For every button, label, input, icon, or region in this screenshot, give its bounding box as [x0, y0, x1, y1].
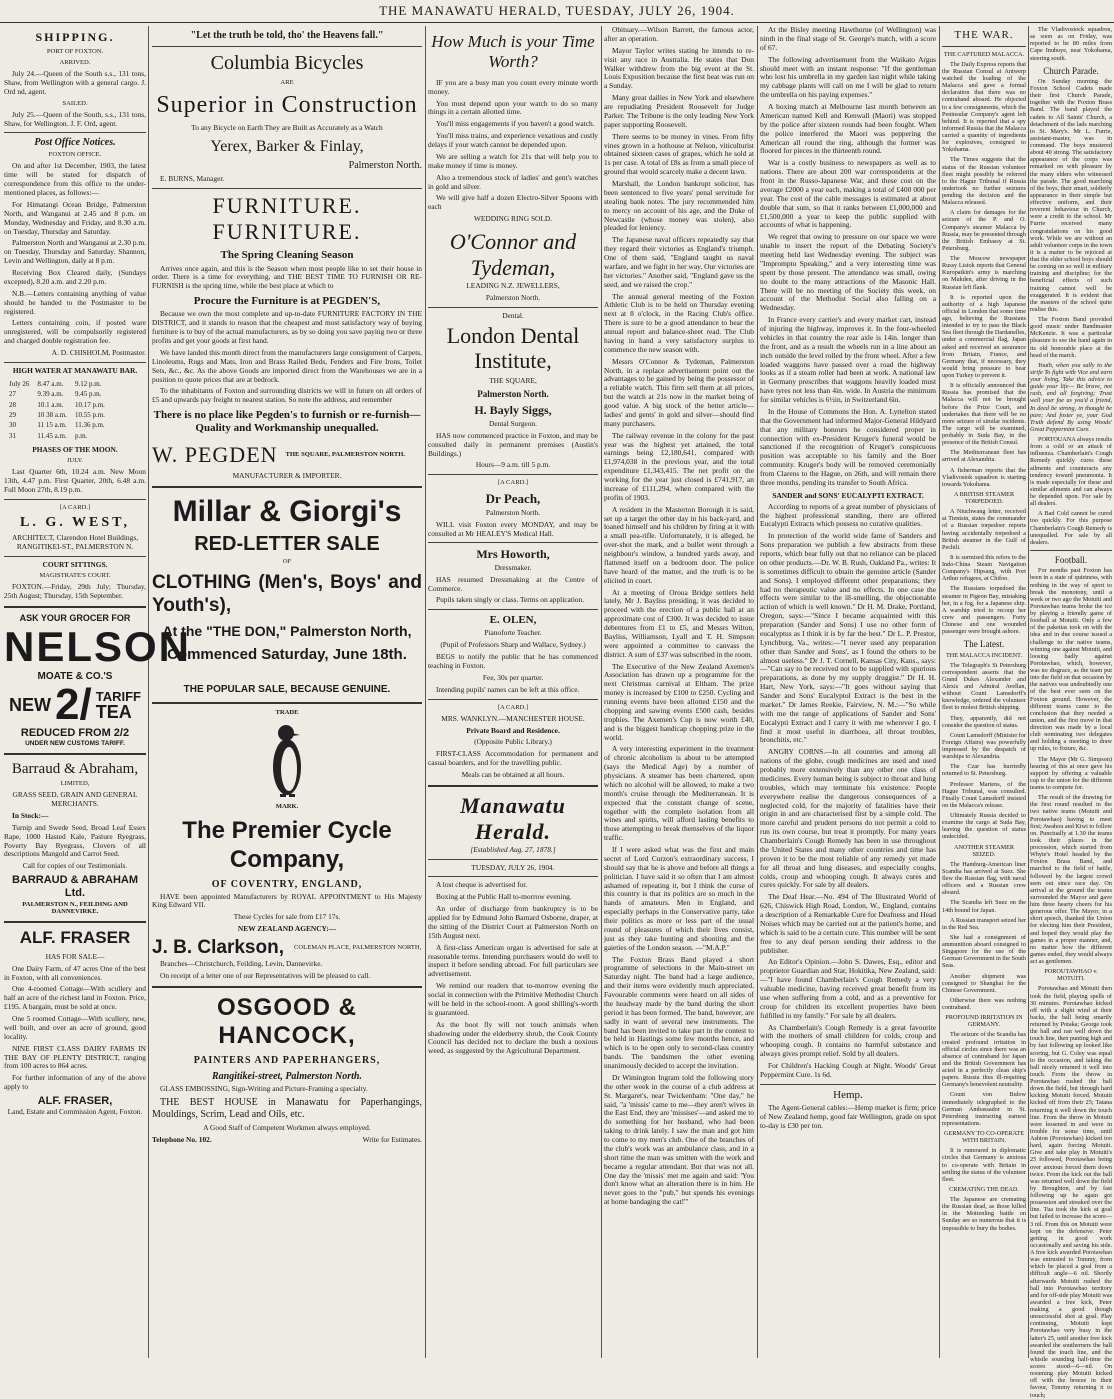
yerex-manager: E. BURNS, Manager. — [160, 173, 225, 183]
local-item: We remind our readers that to-morrow evening the social in connection with the Primitive Methodist Church will be held in the school-room. A good shilling's-worth is guaranteed. — [428, 981, 598, 1017]
card-label: [A CARD.] — [497, 703, 529, 711]
shipping-entry: July 24.—Queen of the South s.s., 131 tons, Shaw, from Wellington with a general cargo. J. Ord nd, agent. — [4, 69, 146, 96]
news-item: Many great dailies in New York and elsewhere are repudiating President Roosevelt for Judge Parker. The Tribune is the only leading New York paper supporting Roosevelt. — [604, 93, 754, 129]
british-steamer-heading: A BRITISH STEAMER TORPEDOED. — [953, 490, 1015, 506]
cooperate-heading: GERMANY TO CO-OPERATE WITH BRITAIN. — [944, 1130, 1024, 1145]
shipping-heading: SHIPPING. — [35, 30, 115, 44]
herald-nameplate: Manawatu Herald. — [460, 792, 566, 845]
news-item: Mayor Taylor writes stating he intends to re-visit any race in Australia. He states that Don Walker withdrew from the big event at the St. Louis Exposition because the first heat was run on a Sunday. — [604, 45, 754, 91]
fraser-listing: One 5 roomed Cottage—With scullery, new, well built, and over an acre of ground, good locality. — [4, 1014, 146, 1041]
time-text: Also a tremendous stock of ladies' and gent's watches in gold and silver. — [428, 172, 598, 191]
football-text: Porotawhao and Motuiti then took the field, playing spells of 30 minutes. Porotawhao kicked off with a slight wind at their backs, the ball being smartly returned by Potaka; George took the ball and ran well down the touch line, then punting high and by fast following up looked like scoring, but G. Coley was equal to the occasion, and taking the ball nicely returned it well into touch. From the throw in Porotawhao rushed the ball down the field, but through hard kicking Motuiti forced. Motuiti kicked off from their 25; Tatana returning it well down the touch line. From the throw in Motuiti were lessened in and were in trouble for some time, until Ashton (Porotawhao) kicked too hard, again forcing Motuiti. Give and take play in Motuiti's 25 followed, Porotawhao being over anxious forced them down twice. From the kick out the ball was returned well down the field by Broughton, and by fast following up he again got possession and streaked over the line. Tua took the kick at goal but failed to increase the score—3 nil. From this on Motuiti were kept on the defensive. Peter getting in good work occasionally and saving his side. A free kick awarded Porotawhao was entrusted to Tommy, from which he placed a goal from a difficult angle—6 nil. Shortly afterwards Motuiti rushed the ball into Porotawhao territory and for off-side play Motuiti was awarded a free kick, Peter making a good though unsuccessful shot at goal. Play continuing, Motuiti kept Porotawhao very busy in the latter's 25, until another free kick awarded the southerners the ball found the touch line, and the whistle sounding half-time the scores stood—6—nil. On resuming play Motuiti kicked off with the breeze in their favour, Tommy returning it to touch; — [1030, 985, 1112, 1399]
advert-text: PORTOUANA always results from a cold or an attack of influenza. Chamberlain's Cough Remedy quickly cures these ailments and counteracts any tendency toward pneumonia. It is made especially for these and similar ailments and can always be depended upon. For sale by all dealers. — [1030, 436, 1112, 508]
red-letter-sale: RED-LETTER SALE — [194, 532, 380, 555]
divider — [942, 46, 1026, 47]
painters-line: PAINTERS AND PAPERHANGERS, — [193, 1055, 381, 1067]
furniture-heading: FURNITURE. FURNITURE. — [212, 192, 362, 245]
procure-text: We have landed this month direct from the manufacturers large consignment of Carpets, Linoleums, Rugs and Mats, Iron and Brass Railed Beds, Fenders and Fire Irons, Toilet Sets, &c., &c. As the above Goods are imported direct from the Warehouses we are in a position to quote prices that are at bedrock. — [152, 347, 422, 384]
tide-table — [4, 378, 110, 442]
war-item: It is surmised this refers to the Indo-China Steam Navigation Company's Hipsang, with Port Arthur refugees, at Chifoo. — [942, 553, 1026, 583]
pegden-role: MANUFACTURER & IMPORTER. — [232, 470, 342, 480]
estimates-label: Write for Estimates. — [362, 1134, 422, 1144]
news-item: As Chamberlain's Cough Remedy is a great favourite with the mothers of small children for colds, croup and whooping cough. It contains no harmful substance and always gives prompt relief. Sold by all dealers. — [760, 1022, 936, 1059]
fraser-heading: ALF. FRASER — [19, 928, 131, 948]
war-item: Otherwise there was nothing contraband. — [942, 996, 1026, 1012]
incident-heading: THE MALACCA INCIDENT. — [945, 651, 1023, 659]
local-item: Boxing at the Public Hall to-morrow evening. — [436, 892, 572, 902]
war-item: Ultimately Russia decided to examine the cargo at Suda Bay, leaving the question of status undecided. — [942, 812, 1026, 841]
best-house-text: THE BEST HOUSE in Manawatu for Paperhangings, Mouldings, Scrim, Lead and Oils, etc. — [152, 1097, 422, 1121]
postmaster-signature: A. D. CHISHOLM, Postmaster. — [51, 348, 146, 358]
port-heading: PORT OF FOXTON. — [46, 48, 104, 56]
stock-items: Turnip and Swede Seed, Broad Leaf Essex Rape, 1000 Hasted Kale, Pasture Ryegrass, Poverty Bay Ryegrass, Clovers of all descriptions Mangold and Carrot Seed. — [4, 822, 146, 859]
tide-row — [6, 390, 108, 398]
column-general-news — [760, 26, 936, 1358]
tide-cell: 8.47 a.m. — [37, 379, 64, 388]
local-item: As the boot fly will not touch animals when shadowing under the elderberry shrub, the Cook County Council has decided not to declare the bush a noxious weed, as suggested by the Agricultural Department. — [428, 1019, 598, 1056]
columbia-true: To any Bicycle on Earth They are Built as Accurately as a Watch — [191, 122, 383, 132]
column-rule — [939, 26, 940, 1358]
glass-text: GLASS EMBOSSING, Sign-Writing and Picture-Framing a specialty. — [160, 1084, 368, 1094]
church-text: On Sunday morning the Foxton School Cadets made their first Church Parade, together with the Foxton Brass Band. The band played the cadets to All Saints' Church, a detachment of the lads marching to St. Mary's. Mr L. Furrie, assistant-master, was in command. The boys mustered about 40 strong. The satisfactory appearance of the corps was remarked on with pleasure by the many elders who witnessed the parade. The good marching of the boys, their smart, soldierly appearance in their simple but effective uniform, and their reverent behaviour in Church, were a credit to the school. Mr Furrie received many congratulations on his good work. While we are without an adult volunteer corps in the town it is a matter to be rejoiced at that the elder school boys should be coming on so well in military training and discipline; for the beneficial effects of such training cannot well be exaggerated. It is evident that the masters of the school quite realise this. — [1030, 77, 1112, 313]
divider — [4, 921, 146, 923]
news-item: In France every carrier's and every market cart, instead of injuring the highway, improves it. In the four-wheeled vehicles in that country the rear axle is 14in. longer than the front, and as a result the wheels run in a line about an inch outside the level rolled by the front wheel. After a few loaded waggons have passed over a road the highway looks as if a steam roller had been at work. A national law in Germany prescribes that waggons heavily loaded must have tyres not less than 4in. wide. In Austria the minimum for similar vehicles is 6½in, in Switzerland 6in. — [760, 315, 936, 404]
column-ads-large — [152, 26, 422, 1358]
column-professional — [428, 26, 598, 1358]
war-item: They, apparently, did not consider the question of status. — [942, 714, 1026, 729]
peach-name: Dr Peach, — [485, 491, 541, 507]
divider — [4, 132, 146, 133]
rangitikei-line: Rangitikei-street, Palmerston North. — [211, 1071, 362, 1083]
arrived-heading: ARRIVED. — [59, 59, 91, 67]
fraser-listing: NINE FIRST CLASS DAIRY FARMS IN THE BAY OF PLENTY DISTRICT, ranging from 100 acres to 864 acres. — [4, 1043, 146, 1071]
osgood-heading: OSGOOD & HANCOCK, — [216, 993, 357, 1050]
clarkson-row — [152, 937, 422, 960]
post-office-subheading: FOXTON OFFICE. — [48, 151, 102, 159]
west-address: ARCHITECT, Clarendon Hotel Buildings, RANGITIKEI-ST., PALMERSTON N. — [11, 533, 139, 552]
local-item: A first-class American organ is advertised for sale at reasonable terms. Intending purchasers would do well to inspect it before sending abroad. For full particulars see advertisement. — [428, 942, 598, 979]
divider — [152, 188, 422, 189]
divider — [152, 486, 422, 488]
news-item: The Agent-General cables:—Hemp market is firm; price of New Zealand hemp, good fair Wellington, grade on spot to-day is £30 per ton. — [760, 1102, 936, 1130]
sale-of: OF — [282, 557, 292, 565]
divider — [428, 785, 598, 787]
motto: "Let the truth be told, tho' the Heavens fall." — [190, 30, 384, 41]
osgood-footer — [152, 1136, 422, 1145]
wanklyn-text: FIRST-CLASS Accommodation for permanent and casual boarders, and for the travelling public. — [428, 749, 598, 768]
war-item: The Moscow newspaper Russy Listok reports that General Kuropatkin's army is marching on Mukden, after driving in the Russian left flank. — [942, 255, 1026, 291]
football-heading: Football. — [1054, 554, 1088, 565]
popular-line: THE POPULAR SALE, BECAUSE GENUINE. — [183, 684, 391, 696]
time-text: IF you are a busy man you count every minute worth money. — [428, 77, 598, 96]
tide-row — [6, 411, 108, 419]
telephone-label: Telephone No. 102. — [152, 1134, 212, 1144]
sanders-heading: SANDER and SONS' EUCALYPTI EXTRACT. — [772, 490, 924, 500]
olen-fee: Fee, 30s per quarter. — [482, 672, 544, 682]
war-item: The Daily Express reports that the Russian Consul at Antwerp watched the loading of the Malacca and gave a formal declaration that there was no contraband aboard. He objected to a few consignments, which the Peninsular Company's agent left behind. It is reported that a spy informed Russia that the Malacca carried a quantity of ingredients for explosives, consigned to Yokohama. — [942, 60, 1026, 154]
news-item: There seems to be money in vines. From fifty vines grown in a hothouse at Nelson, viticulturist obtained sixteen cases of grapes, which he sold at 1s per case. A total of £8s as from a small piece of ground that would scarcely make a decent lawn. — [604, 131, 754, 177]
news-item: At the Bisley meeting Hawthorne (of Wellington) was ninth in the final stage of St. George's match, with a score of 67. — [760, 25, 936, 52]
news-item: The Vladivostock squadron, as soon as on Friday, was reported to be 80 miles from Cape Inubuye, near Yokohama, steering south. — [1030, 26, 1112, 62]
time-text: You must depend upon your watch to do so many things in a certain allotted time. — [428, 98, 598, 117]
hemp-heading: Hemp. — [833, 1088, 863, 1101]
barraud-places: PALMERSTON N., FEILDING AND DANNEVIRKE. — [22, 900, 128, 916]
grocer-tagline: ASK YOUR GROCER FOR — [19, 612, 131, 623]
news-item: The Japanese naval officers repeatedly say that they regard their victories as England's triumph. One of them said, "England taught us naval warfare, and we fight in her way. Our victories are her victories." Another said, "England gave us the seed, and we raised the crop." — [604, 235, 754, 289]
mark-label: MARK. — [275, 803, 299, 811]
tea-customs: UNDER NEW CUSTOMS TARIFF. — [25, 740, 125, 748]
column-rule — [148, 26, 149, 1358]
millar-heading: Millar & Giorgi's — [172, 494, 402, 528]
staff-text: A Good Staff of Competent Workmen always employed. — [203, 1123, 371, 1133]
news-item: In protection of the world wide fame of Sanders and Sons preparation we publish a few abstracts from these reports, which bear fully out that no reliance can be placed on other products.—Dr. W. B. Rush, Oakland Pa., writes: It is sometimes difficult to obtain the genuine article (Sander and Sons). I employed different other preparations; they had no therapeutic value and no effects. In one case the effects were similar to the ill-smelling, the objectionable action of which is well known." Dr H. M. Drake, Portland, Oregon, says:—"Since I became acquainted with this preparation (Sander and Sons) I use no other form of eucalyptus as I think it is by far the best." Dr L. P. Prestor, Lynchburg, Va., writes:—"I never used any preparation other than Sander and Sons', as I found the others to be almost useless." Dr J. T. Cornell, Kansas City, Kans., says:—"Can say to be received not to be supplied with spurious preparations, as done by my supply druggist." Dr H. H. Hart, New York, says:—"It goes without saying that Sander and Sons' Eucalyptol Extract is the best in the market." Dr James Reekie, Fairview, N. M.:—"So while with me the range of applications of Sander and Sons' Eucalypti Extract and I carry it with me wherever I go. I find it most useful in diarrhoea, all throat troubles, bronchitis, etc." — [760, 531, 936, 745]
clarkson-address: COLEMAN PLACE, PALMERSTON NORTH, — [294, 944, 422, 952]
war-item: A Niuchwang letter, received at Tientsin, states the commander of a Russian torpedoer reports having accidentally torpedoed a British steamer in the Gulf of Pechili. — [942, 508, 1026, 551]
divider — [428, 307, 598, 308]
news-item: The Foxton Brass Band played a short programme of selections in the Main-street on Saturday night. The band had a large audience, and their items were evidently much appreciated. Favourable comments were heard on all sides of the headway made by the band during the short period it has been formed. The band, however, are sadly in want of several new instruments. The band has been invited to take part in the contest to be held in Hastings some few months hence, and which is to be open only to second-class country bands. The bandsmen the other evening unanimously decided to accept the invitation. — [604, 954, 754, 1070]
news-item: The railway revenue in the colony for the past year was the highest yet attained, the total earnings being £2,180,641, compared with £1,974,038 in the previous year, and the total expenditure £1,343,415. The net profit on the working for the year just closed is £741,917, an increase of £111,294, when compared with the profits of 1903. — [604, 430, 754, 502]
post-office-text: Palmerston North and Wanganui at 2.30 p.m. on Tuesday, Thursday and Saturday. Shannon, Levin and Wellington, daily at 8 p.m. — [4, 238, 146, 266]
olen-sub: (Pupil of Professors Sharp and Wallace, Sydney.) — [440, 640, 586, 650]
war-item: The Hamburg-American liner Scandia has arrived at Suez. She flew the Russian flag, with naval officers and a Russian crew aboard. — [942, 860, 1026, 897]
howorth-name: Mrs Howorth, — [476, 547, 550, 562]
war-item: She had a consignment of ammunition aboard consigned to Singapore for the use of the German Government in the South Seas. — [942, 933, 1026, 970]
howorth-text: HAS resumed Dressmaking at the Centre of Commerce. — [428, 574, 598, 593]
war-item: The Mediterranean fleet has arrived at Alexandria. — [942, 449, 1026, 464]
fraser-agent: Land, Estate and Commission Agent, Foxton. — [7, 1107, 143, 1117]
tide-cell: 9.12 p.m. — [74, 379, 102, 388]
premier-heading: The Premier Cycle Company, — [182, 816, 392, 873]
fraser-listing: One Dairy Farm, of 47 acres One of the best in Foxton, with all conveniences. — [4, 963, 146, 982]
column-local-news — [604, 26, 754, 1358]
nz-agency: NEW ZEALAND AGENCY:— — [237, 924, 337, 934]
divider — [1030, 550, 1112, 551]
news-item: Marshall, the London bankrupt solicitor, has been sentenced to five years' penal servitude for stealing bank notes. The jury recommended him to mercy on account of his age, and the Duke of Newcastle (whose money was stolen), also pleaded for leniency. — [604, 179, 754, 233]
clarkson-receipt: On receipt of a letter one of our Representatives will be pleased to call. — [160, 970, 371, 980]
tide-row — [6, 432, 108, 440]
tide-cell: 31 — [9, 431, 16, 440]
column-rule — [1028, 26, 1029, 1358]
stock-heading: In Stock:— — [12, 810, 49, 820]
divider — [4, 606, 146, 608]
column-rule — [425, 26, 426, 1358]
war-item: The Japanese are cremating the Russian dead, as those killed in the Motienling battle on Sunday are so numerous that it is impossible to bury the bodies. — [942, 1196, 1026, 1232]
match-heading: POROUTAWHAO v. MOTUITI. — [1044, 968, 1098, 983]
war-item: The Scandia left Suez on the 14th bound for Japan. — [942, 899, 1026, 914]
columbia-are: ARE — [280, 79, 294, 86]
column-rule — [757, 26, 758, 1358]
news-item: In the House of Commons the Hon. A. Lyttelton stated that the Government had informed Major-General Hildyard that any military honours he considered proper in connection with ex-President Kruger's funeral would be sanctioned if the recognition of Kruger's conspicuous position was acceptable to his family and the Boer community. Kruger's body will be removed ceremonially from Clarens to the Hague, on 26th, and will remain there three months, pending its transfer to South Africa. — [760, 406, 936, 487]
war-item: Count von Bulow immediately telegraphed to the German Ambassador in St. Petersburg instructing earnest representations. — [942, 1091, 1026, 1127]
advert-text: A Bad Cold cannot be cured too quickly. For this purpose Chamberlain's Cough Remedy is unequalled. For sale by all dealers. — [1030, 510, 1112, 546]
war-item: The Russians torpedoed the steamer in Pigeon Bay, mistaking her, in a fog, for a Japanese ship. A warship tried to recoup her crew and passengers. Forty Chinese and one wounded passenger were brought ashore. — [942, 585, 1026, 636]
jewellers-line: LEADING N.Z. JEWELLERS, — [466, 280, 560, 290]
procure-text: To the inhabitants of Foxton and surrounding districts we will in future on all orders of £5 and upwards pay freight to nearest station. So note the address, and remember — [152, 386, 422, 405]
moon-month: JULY. — [66, 456, 84, 464]
procure-heading: Procure the Furniture is at PEGDEN'S, — [193, 295, 381, 308]
war-item: The seizure of the Scandia has created profound irritation in official circles since there was an absence of contraband for Japan and the British Government has acted in a perfectly clean ship's papers. Russia thus ill-requiting Germany's benevolent neutrality. — [942, 1031, 1026, 1089]
moon-heading: PHASES OF THE MOON. — [32, 445, 118, 455]
war-item: Another shipment was consigned to Shanghai for the Chinese Government. — [942, 972, 1026, 994]
fraser-sale: HAS FOR SALE— — [45, 951, 105, 961]
spring-heading: The Spring Cleaning Season — [220, 249, 354, 262]
tide-row — [6, 421, 108, 429]
tide-cell: 30 — [9, 421, 16, 430]
barraud-company: BARRAUD & ABRAHAM Ltd. — [11, 874, 139, 900]
olen-text: BEGS to notify the public that he has commenced teaching in Foxton. — [428, 652, 598, 671]
captured-heading: THE CAPTURED MALACCA. — [943, 50, 1025, 58]
superior-heading: Superior in Construction — [156, 91, 418, 118]
opposite-library: (Opposite Public Library.) — [474, 737, 552, 747]
jewellers-place: Palmerston North. — [485, 292, 541, 302]
news-item: A very interesting experiment in the treatment of chronic alcoholism is about to be attempted (says the Medical Age) by a number of physicians. A steamer has been chartered, upon which no alcohol will be allowed, to make a two month's cruise through the Mediterranean. It is expected that the constant change of scene, together with the complete isolation from all wines and spirits, will afford lasting benefits to those attempting to break themselves of the liquor traffic. — [604, 744, 754, 843]
divider — [428, 609, 598, 610]
column-rule — [601, 26, 602, 1358]
post-office-text: N.B.—Letters containing anything of value should be handed to the Postmaster to be registered. — [4, 288, 146, 316]
tide-cell: 11.45 a.m. — [37, 431, 67, 440]
news-item: At a meeting of Oroua Bridge settlers held lately, Mr J. Bayliss presiding, it was decided to proceed with the erection of a public hall at an approximate cost of £300. It was decided to issue debentures from £1 to £5, and Messrs Wilton, Bayliss, Williamson, Lyall and T. H. Simpson were appointed a committee to canvass the district. A sum of £37 was subscribed in the room. — [604, 587, 754, 659]
no-place-slogan: There is no place like Pegden's to furnish or re-furnish—Quality and Workmanship unequalled. — [153, 409, 421, 435]
moon-phases: Last Quarter 6th, 10.24 a.m. New Moon 13th, 4.47 p.m. First Quarter, 20th, 6.48 a.m. Full Moon 27th, 8.19 p.m. — [4, 466, 146, 494]
tea-new: NEW — [9, 695, 52, 716]
fraser-further: For further information of any of the above apply to — [4, 1073, 146, 1092]
court-subheading: MAGISTRATE'S COURT. — [39, 571, 111, 579]
divider — [428, 859, 598, 860]
tide-cell: 29 — [9, 410, 16, 419]
siggs-text: HAS now commenced practice in Foxton, and may be consulted daily in permanent premises (Austin's Buildings.) — [428, 430, 598, 458]
newspaper-masthead: THE MANAWATU HERALD, TUESDAY, JULY 26, 1904. — [0, 0, 1114, 23]
divider — [4, 753, 146, 755]
news-item: According to reports of a great number of physicians of the highest professional standing, there are offered Eucalypti Extracts which possess no curative qualities. — [760, 501, 936, 529]
high-water-heading: HIGH WATER AT MANAWATU BAR. — [12, 365, 138, 375]
yerex-heading: Yerex, Barker & Finlay, — [210, 137, 364, 155]
olen-intending: Intending pupils' names can be left at this office. — [436, 684, 580, 694]
herald-established: [Established Aug. 27, 1878.] — [470, 844, 556, 854]
post-office-heading: Post Office Notices. — [34, 137, 116, 149]
wanklyn-name: MRS. WANKLYN.—MANCHESTER HOUSE. — [441, 713, 585, 723]
tide-row — [6, 380, 108, 388]
latest-heading: The Latest. — [963, 639, 1005, 650]
tide-cell: 11 15 a.m. — [37, 421, 67, 430]
tea-reduced: REDUCED FROM 2/2 — [20, 727, 130, 740]
war-item: The Telegraph's St Petersburg correspondent asserts that the Grand Dukes Alexander and Alexis and Admiral Avellan, without Count Lamsdorff's knowledge, ordered the volunteer fleet to molest British shipping. — [942, 661, 1026, 712]
tide-cell: 28 — [9, 400, 16, 409]
verse-text: Youth, when you sally to the strife To fight with Vice and earn your living, Take this advice to guide your life— Be brave, not rash, and all forgiving; Trust well your foe as you'd a friend, In deed be strong, in thought be pure; And foster ye, your God Truth defend By using Woods' Great Peppermint Cure. — [1030, 361, 1112, 433]
olen-role: Pianoforte Teacher. — [484, 628, 542, 638]
football-text: The Mayor (Mr G. Simpson) hearing of this at once gave his support by offering a valuable cup to the union for the different teams to compete for. — [1030, 755, 1112, 792]
court-heading: COURT SITTINGS. — [42, 559, 108, 569]
card-label: [A CARD.] — [59, 503, 91, 511]
sailed-heading: SAILED. — [62, 99, 88, 107]
divider — [152, 986, 422, 988]
divider — [152, 702, 422, 704]
church-heading: Church Parade. — [1043, 65, 1099, 76]
clarkson-name: J. B. Clarkson, — [152, 937, 284, 959]
clothing-heading: CLOTHING (Men's, Boys' and Youth's), — [152, 571, 422, 616]
herald-date: TUESDAY, JULY 26, 1904. — [471, 862, 555, 872]
testimonials-note: Call for copies of our Testimonials. — [22, 861, 128, 871]
tide-cell: 10.55 p.m. — [74, 410, 105, 419]
commenced-line: Commenced Saturday, June 18th. — [167, 646, 407, 664]
trade-label: TRADE — [275, 709, 299, 717]
local-item: A lost cheque is advertised for. — [436, 880, 528, 890]
barraud-limited: LIMITED, — [60, 780, 90, 788]
war-item: A Russian transport seized her in the Red Sea. — [942, 916, 1026, 931]
news-item: We regret that owing to pressure on our space we were unable to insert the report of the Debating Society's meeting held last Wednesday evening. The subject was "Impromptu Speaking," and a very interesting time was spent by those present. The attendance was small, owing no doubt to the many attractions of the Masonic Hall. There will be no meeting of the Society this week, on account of the Methodist Social also falling on a Wednesday. — [760, 232, 936, 313]
cremating-heading: CREMATING THE DEAD. — [949, 1185, 1019, 1193]
war-item: A fisherman reports that the Vladivostok squadron is starting towards Yokohama. — [942, 466, 1026, 488]
tide-row — [6, 401, 108, 409]
local-item: An order of discharge from bankruptcy is to be applied for by Edmund John Barnard Osborne, draper, at the sitting of the District Court at Palmerston North on 15th August next. — [428, 904, 598, 940]
time-text: We are selling a watch for 21s that will help you to make money if time is money. — [428, 151, 598, 170]
private-board: Private Board and Residence. — [466, 726, 560, 736]
olen-name: E. OLEN, — [489, 614, 537, 627]
divider — [428, 699, 598, 700]
cycles-price: These Cycles for sale from £17 17s. — [233, 912, 341, 922]
peach-text: WILL visit Foxton every MONDAY, and may be consulted at Mr HEALEY'S Medical Hall. — [428, 519, 598, 538]
news-item: The annual general meeting of the Foxton Athletic Club is to be held on Thursday evening next at 8 o'clock, in the Racing Club's office. There is sure to be a good attendance to hear the annual report and balance-sheet read. The Club having in hand a very satisfactory surplus to commence the new season with. — [604, 291, 754, 354]
nelson-brand: NELSON — [4, 623, 192, 671]
tide-cell: 10 38 a.m. — [37, 410, 67, 419]
column-war-news — [942, 26, 1026, 1358]
coventry-line: OF COVENTRY, ENGLAND, — [211, 878, 363, 890]
news-item: The Deaf Hear.—No. 494 of The Illustrated World of 626, Chiswick High Road, London, W., England, contains a description of a Remarkable Cure for Deafness and Head Noises which may be carried out at the patient's home, and which is said to be a certain cure. This number will be sent free to any deaf person sending their address to the publisher. — [760, 892, 936, 955]
wedding-ring: WEDDING RING SOLD. — [473, 214, 553, 224]
divider — [760, 1084, 936, 1085]
post-office-text: Letters containing coin, if posted ware unregistered, will be compulsorily registered and charged double registration fee. — [4, 318, 146, 346]
column-sport — [1030, 26, 1112, 1399]
pegden-name: W. PEGDEN — [152, 441, 278, 467]
church-text: The Foxton Band provided good music under Bandmaster McKenzie. It was a particular pleasure to see the band again in its old honorable place at the head of the march. — [1030, 316, 1112, 359]
war-item: Count Lamsdorff (Minister for Foreign Affairs) was powerfully impressed by the despatch of warships to Alexandria. — [942, 731, 1027, 761]
electro-text: We will give half a dozen Electro-Silver Spoons with each — [428, 193, 598, 212]
columbia-heading: Columbia Bicycles — [210, 52, 364, 74]
howorth-pupils: Pupils taken singly or class. Terms on application. — [436, 595, 585, 605]
divider — [4, 499, 146, 500]
london-dental-heading: London Dental Institute, — [446, 323, 580, 373]
news-item: For Children's Hacking Cough at Night. Woods' Great Peppermint Cure. 1s 6d. — [760, 1061, 936, 1079]
news-item: A boxing match at Melbourne last month between an American named Kell and Kenwall (Maori) was stopped by the police after sixteen rounds had been fought. When the police interfered the Maori was peppering the American all round the ring, although the former was floored for pieces in the thirteenth round. — [760, 102, 936, 156]
pegden-sig-row — [152, 438, 422, 472]
shipping-entry: July 25.—Queen of the South, s.s., 131 tons, Shaw, for Wellington. J. F. Ord, agent. — [4, 109, 146, 128]
news-item: Messrs O'Connor & Tydeman, Palmerston North, in a replace advertisement point out the advantages to be gained by being the possessor of a reliable watch. This firm sell them at all prices, but the watch at 21s now in the market being of good value. A big stock of the better article—ladies' and gents' in gold and silver—should find many purchasers. — [604, 356, 754, 428]
news-item: ANGRY CORNS.—In all countries and among all nations of the globe, cough medicines are used and used probably more extensively than any other one class of medicines. Every human being is subject to throat and lung troubles, which may terminate his existence. People everywhere realise the dangerous consequences of a neglected cold, for the majority of fatalities have their origin in and are characterised first by a simple cold. The more careful and prudent persons do not permit a cold to run its own course, but treat it promptly. For many years Chamberlain's Cough Remedy has been in use throughout the United States and many other countries and time has proven it to be the most reliable of any remedy yet made for all throat and lung diseases, and especially coughs, colds, croup and whooping cough. It always cures and cures quickly. For sale by all dealers. — [760, 747, 936, 890]
siggs-role: Dental Surgeon. — [489, 418, 537, 428]
war-heading: THE WAR. — [954, 29, 1014, 41]
peach-place: Palmerston North. — [485, 507, 541, 517]
war-item: It is reported upon the authority of a high Japanese official in London that some time ago, believing the Russians intended to try to pass the Black Sea fleet through the Dardanelles, under a commercial flag, Japan asked and received an assurance from Britain, France, and Germany that, if necessary, they would bring pressure to bear upon Turkey to prevent it. — [942, 293, 1027, 380]
siggs-hours: Hours—9 a.m. till 5 p.m. — [475, 460, 551, 470]
clarkson-branches: Branches—Christchurch, Feilding, Levin, Dannevirke. — [160, 958, 323, 968]
meals-text: Meals can be obtained at all hours. — [461, 769, 565, 779]
football-text: The result of the drawing for the first round resulted in the two native teams (Motuiti and Porotawhao) having to meet first; Awahou and Kiwi to follow on. Punctually at 1.30 the teams took their places in the procession, which started from Whyte's Hotel headed by the Foxton Brass Band, and marched to the field of battle, followed by the largest crowd seen out since race day. On arrival at the ground the teams surrounded the Mayor and gave him three hearty cheers for his generous offer. The Mayor, in a short speech, thanked the Union for electing him their President, and hoped they would play the games in a proper manner, and, no matter how the different games ended, they would always act as gentlemen. — [1030, 794, 1112, 966]
court-text: FOXTON.—Friday, 29th July; Thursday, 25th August; Thursday, 15th September. — [4, 581, 146, 600]
tide-cell: 9.39 a.m. — [37, 390, 64, 399]
card-label: [A CARD.] — [497, 479, 529, 487]
news-item: The following advertisement from the Waikato Argus should meet with an instant response: "If the gentleman who lost his umbrella in my garden last night while taking my cabbage plants will call on me I will be glad to return the umbrella on his paying expenses." — [760, 54, 936, 100]
spring-text: Arrives once again, and this is the Season when most people like to set their house in order. There is a time for everything, and THE BEST TIME TO FURNISH OR RE-FURNISH is the spring time, while the best place at which to — [152, 263, 422, 291]
war-item: It is officially announced that Russia has promised that the Malacca will not be brought before the Prize Court, and undertakes that there will be no more seizure of similar incidents. The cargo will be examined, probably in Suda Bay, in the presence of the British Consul. — [942, 382, 1026, 447]
post-office-text: Receiving Box Cleared daily, (Sundays excepted), 8.20 a.m. and 2.20 p.m. — [4, 268, 146, 286]
tea-price-block — [4, 680, 146, 730]
post-office-text: On and after 1st December, 1903, the latest time will be stated for dispatch of correspondence from this office to the under-mentioned places, as follows:— — [4, 161, 146, 198]
time-text: You'll miss trains, and experience vexatious and costly delays if your watch cannot be depended upon. — [428, 131, 598, 150]
divider — [428, 876, 598, 877]
news-item: A resident in the Masterton Borough it is said, set up a target the other day in his back-yard, and loaned himself and his children by firing at it with a small pea-rifle. Unfortunately, it is alleged, he over-shot the mark, and a bullet went through a neighbour's window, a hundred yards away, and flattened itself on a bedroom door. The police have heard of the matter, and the truth is to be elicited in court. — [604, 504, 754, 585]
war-item: The Times suggests that the status of the Russian volunteer fleet might possibly be referred to the Hague Tribunal if Russia undertook no further seizures pending the decision and the Malacca released. — [942, 156, 1026, 207]
football-text: For months past Foxton has been in a state of quietness, with nothing in the way of sport to break the monotony, until a week or two ago the Motuiti and Porotawhao teams broke the ice by playing a friendly game of football at Motuiti. Only a few of the paketias took on with the idea and in due course issued a challenge to the native teams, winning one against Motuiti, and loosing badly against Porotawhao, which, however, was no disgrace, as the team put into the field on that occasion by the natives was undoubtedly one of the best ever seen on the Foxton ground. However, the different teams came to the conclusion that they needed a union, and the first move in that direction was made by a local club nominating two delegates and holding a meeting to draw up rules, to fixture, &c. — [1030, 567, 1112, 753]
moate-brand: MOATE & CO.'S — [37, 671, 113, 683]
tide-cell: p.m. — [74, 431, 88, 440]
royal-appointment: HAVE been appointed Manufacturers by ROYAL APPOINTMENT to His Majesty King Edward VII. — [152, 891, 422, 910]
dental-label: Dental. — [502, 310, 524, 320]
fraser-name: ALF. FRASER, — [37, 1095, 113, 1108]
tide-cell: 10.1 a.m. — [37, 400, 64, 409]
fraser-listing: One 4-roomed Cottage—With scullery and half an acre of the richest land in Foxton. Price, £195. A bargain, must be sold at once. — [4, 984, 146, 1012]
news-item: An Editor's Opinion.—John S. Dawes, Esq., editor and proprietor Guardian and Star, Hokitika, New Zealand, said:—"I have found Chamberlain's Cough Remedy a very valuable medicine, having received great benefit from its use when suffering from a cold, and as a preventive for croup for children its excellent properties have been fulfilled in my family." For sale by all dealers. — [760, 957, 936, 1020]
divider — [4, 556, 146, 557]
siggs-name: H. Bayly Siggs, — [474, 403, 552, 418]
london-square: THE SQUARE, — [489, 375, 537, 385]
tide-cell: July 26 — [9, 379, 30, 388]
war-item: A claim for damages for the seizure of the P. and O. Company's steamer Malacca by Russia, may be presented through the British Embassy at St. Petersburg. — [942, 209, 1026, 252]
divider — [428, 542, 598, 543]
tea-label: TEA — [95, 701, 132, 722]
post-office-text: For Himatangi Ocean Bridge, Palmerston North, and Wanganui at 2.45 and 8 p.m. on Monday, Wednesday and Friday, and 8.30 a.m. on Tuesday, Thursday and Saturday. — [4, 199, 146, 236]
tide-cell: 11.36 p.m. — [74, 421, 105, 430]
procure-text: Because we own the most complete and up-to-date FURNITURE FACTORY IN THE DISTRICT, and it stands to reason that the cheapest and most satisfactory way of buying furniture is to buy of the actual manufacturers, as by so doing you save paying two or three profits and get your goods at first hand. — [152, 309, 422, 346]
irritation-heading: PROFOUND IRRITATION IN GERMANY. — [945, 1014, 1023, 1029]
divider — [152, 46, 422, 47]
barraud-heading: Barraud & Abraham, — [11, 761, 139, 778]
time-text: You'll miss engagements if you haven't a good watch. — [436, 119, 595, 129]
oconnor-heading: O'Connor and Tydeman, — [449, 229, 577, 281]
pegden-address: THE SQUARE, PALMERSTON NORTH. — [285, 450, 406, 458]
west-name: L. G. WEST, — [20, 515, 130, 531]
penguin-trademark-icon — [270, 721, 304, 799]
news-item: The Executive of the New Zealand Axemen's Association has drawn up a programme for the next Christmas carnival at Eltham. The prize money is increased by £100 to £250. Cycling and running events have been allotted £150 and the chopping and sawing events £500 cash, besides trophies. The Axemen's Cup is now worth £40, and is the biggest handicap chopping prize in the world. — [604, 661, 754, 742]
war-item: It is rumoured in diplomatic circles that Germany is anxious to co-operate with Britain in settling the status of the volunteer fleet. — [942, 1147, 1026, 1183]
tide-cell: 10.17 p.m. — [74, 400, 105, 409]
divider — [428, 474, 598, 475]
tide-cell: 27 — [9, 390, 16, 399]
another-steamer-heading: ANOTHER STEAMER SEIZED. — [954, 843, 1014, 858]
news-item: Dr Wimington Ingram told the following story the other week in the course of a club address at St. Margaret's, near Twickenham: "One day," he said, "a 'missis' came to me—they aren't wives in the East End, they are 'missises'—and asked me to do something for her husband, who had been taking to drink lately. I saw the man and got him to come to my men's club. One of the branches of the club's work was an ambulance class, and in a short time the man was smitten with the work and became a regular attendant. But that was not all. One day the 'missis' met me again and said: 'You don't know what an alteration there is in him. He never goes to the "pub," but spends his evenings at home bandaging the cat!'" — [604, 1072, 754, 1207]
tide-cell: 9.45 p.m. — [74, 390, 102, 399]
yerex-place: Palmerston North. — [348, 159, 422, 171]
war-item: Professor Martens, of the Hague Tribunal, was consulted. Finally Count Lamsdorff insisted on the Malacca's release. — [942, 780, 1026, 809]
news-item: If I were asked what was the first and main secret of Lord Curzon's extraordinary success, I should say that he is above and before all things a politician. I have said it so often that I am almost ashamed of repeating it, but I think the curse of this country is that its politics are so much in the hands of amateurs. Men in England, and especially perhaps in the Conservative party, take their politics as more or less part of the usual round of pleasures of which their lives consist, just as they take hunting and shooting and the gaieties of the London season. —"M.A.P." — [604, 845, 754, 952]
tea-tariff: TARIFF — [95, 688, 141, 704]
london-place: Palmerston North. — [477, 388, 549, 399]
tea-price: 2/ — [55, 680, 92, 730]
barraud-trade: GRASS SEED, GRAIN AND GENERAL MERCHANTS. — [12, 790, 138, 809]
news-item: War is a costly business to newspapers as well as to nations. There are about 200 war correspondents at the front in the Russo-Japanese War, and these cost on the average £2000 a year each, making a total of £400 000 per year. The cost of the cable messages is estimated at about double that sum, so that it ranks between £1,000,000 and £1,500,000 a year to keep the public supplied with accounts of what is happening. — [760, 158, 936, 230]
divider — [4, 362, 146, 363]
time-heading: How Much is your Time Worth? — [431, 32, 595, 72]
news-item: Obituary.—Wilson Barrett, the famous actor, after an operation. — [604, 25, 754, 43]
war-item: The Czar has hurriedly returned to St. Petersburg. — [942, 763, 1026, 778]
don-line: At the "THE DON," Palmerston North, — [162, 623, 412, 640]
howorth-role: Dressmaker. — [494, 562, 532, 572]
